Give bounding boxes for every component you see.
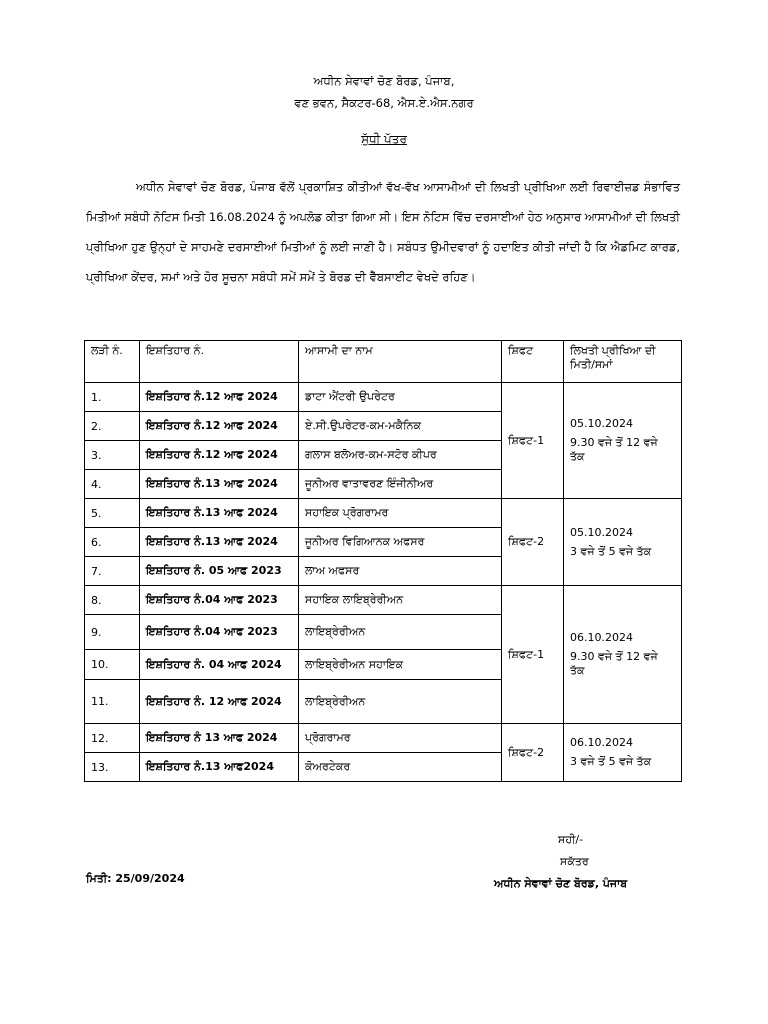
shift-cell: ਸ਼ਿਫਟ-2 <box>502 724 564 782</box>
serial-cell: 8. <box>85 586 140 615</box>
post-cell: ਕੋਅਰਟੇਕਰ <box>299 753 502 782</box>
signature-block <box>494 829 674 895</box>
advertisement-cell: ਇਸ਼ਤਿਹਾਰ ਨੰ.13 ਆਫ 2024 <box>140 470 299 499</box>
advertisement-cell: ਇਸ਼ਤਿਹਾਰ ਨੰ.12 ਆਫ 2024 <box>140 412 299 441</box>
exam-datetime-cell <box>564 586 682 724</box>
advertisement-cell: ਇਸ਼ਤਿਹਾਰ ਨੰ.13 ਆਫ2024 <box>140 753 299 782</box>
exam-time: 3 ਵਜੇ ਤੋਂ 5 ਵਜੇ ਤੱਕ <box>570 755 652 768</box>
serial-cell: 6. <box>85 528 140 557</box>
serial-cell: 7. <box>85 557 140 586</box>
exam-time: 9.30 ਵਜੇ ਤੋਂ 12 ਵਜੇ ਤੱਕ <box>570 650 658 677</box>
advertisement-cell: ਇਸ਼ਤਿਹਾਰ ਨੰ. 04 ਆਫ 2024 <box>140 650 299 680</box>
header-line-1: ਅਧੀਨ ਸੇਵਾਵਾਂ ਚੋਣ ਬੋਰਡ, ਪੰਜਾਬ, <box>313 74 455 88</box>
exam-datetime-cell <box>564 724 682 782</box>
advertisement-cell: ਇਸ਼ਤਿਹਾਰ ਨੰ.04 ਆਫ 2023 <box>140 615 299 650</box>
header-advertisement: ਇਸ਼ਤਿਹਾਰ ਨੰ. <box>140 341 299 383</box>
advertisement-cell: ਇਸ਼ਤਿਹਾਰ ਨੰ 13 ਆਫ 2024 <box>140 724 299 753</box>
serial-cell: 2. <box>85 412 140 441</box>
post-cell: ਡਾਟਾ ਐਂਟਰੀ ਉਪਰੇਟਰ <box>299 383 502 412</box>
exam-time: 3 ਵਜੇ ਤੋਂ 5 ਵਜੇ ਤੱਕ <box>570 544 652 558</box>
exam-date: 06.10.2024 <box>570 736 633 749</box>
advertisement-cell: ਇਸ਼ਤਿਹਾਰ ਨੰ. 12 ਆਫ 2024 <box>140 680 299 724</box>
serial-cell: 1. <box>85 383 140 412</box>
shift-cell: ਸ਼ਿਫਟ-2 <box>502 499 564 586</box>
header-serial: ਲੜੀ ਨੰ. <box>85 341 140 383</box>
shift-cell: ਸ਼ਿਫਟ-1 <box>502 383 564 499</box>
exam-date: 05.10.2024 <box>570 417 633 430</box>
issue-date: ਮਿਤੀ: 25/09/2024 <box>86 872 185 885</box>
table-row <box>85 499 682 528</box>
organization-name: ਅਧੀਨ ਸੇਵਾਵਾਂ ਚੋਣ ਬੋਰਡ, ਪੰਜਾਬ <box>494 877 628 890</box>
post-cell: ਲਾਇਬ੍ਰੇਰੀਅਨ <box>299 680 502 724</box>
exam-datetime-cell <box>564 383 682 499</box>
table-row <box>85 586 682 615</box>
exam-date: 06.10.2024 <box>570 631 633 644</box>
document-header <box>0 70 768 114</box>
table-header-row <box>85 341 682 383</box>
post-cell: ਗਲਾਸ ਬਲੋਅਰ-ਕਮ-ਸਟੋਰ ਕੀਪਰ <box>299 441 502 470</box>
post-cell: ਏ.ਸੀ.ਉਪਰੇਟਰ-ਕਮ-ਮਕੈਨਿਕ <box>299 412 502 441</box>
exam-time: 9.30 ਵਜੇ ਤੋਂ 12 ਵਜੇ ਤੱਕ <box>570 436 658 463</box>
serial-cell: 3. <box>85 441 140 470</box>
exam-schedule-table <box>84 340 682 782</box>
serial-cell: 10. <box>85 650 140 680</box>
serial-cell: 11. <box>85 680 140 724</box>
serial-cell: 9. <box>85 615 140 650</box>
post-cell: ਲਾਅ ਅਫਸਰ <box>299 557 502 586</box>
post-cell: ਲਾਇਬ੍ਰੇਰੀਅਨ <box>299 615 502 650</box>
serial-cell: 12. <box>85 724 140 753</box>
advertisement-cell: ਇਸ਼ਤਿਹਾਰ ਨੰ.04 ਆਫ 2023 <box>140 586 299 615</box>
exam-datetime-cell <box>564 499 682 586</box>
advertisement-cell: ਇਸ਼ਤਿਹਾਰ ਨੰ.12 ਆਫ 2024 <box>140 441 299 470</box>
post-cell: ਸਹਾਇਕ ਲਾਇਬ੍ਰੇਰੀਅਨ <box>299 586 502 615</box>
advertisement-cell: ਇਸ਼ਤਿਹਾਰ ਨੰ.13 ਆਫ 2024 <box>140 499 299 528</box>
post-cell: ਸਹਾਇਕ ਪ੍ਰੋਗਰਾਮਰ <box>299 499 502 528</box>
title-text: ਸੁੱਧੀ ਪੱਤਰ <box>361 132 407 146</box>
header-shift: ਸ਼ਿਫਟ <box>502 341 564 383</box>
exam-date: 05.10.2024 <box>570 525 633 539</box>
table-row <box>85 383 682 412</box>
advertisement-cell: ਇਸ਼ਤਿਹਾਰ ਨੰ. 05 ਆਫ 2023 <box>140 557 299 586</box>
header-post-name: ਆਸਾਮੀ ਦਾ ਨਾਮ <box>299 341 502 383</box>
serial-cell: 4. <box>85 470 140 499</box>
serial-cell: 5. <box>85 499 140 528</box>
header-exam-date: ਲਿਖਤੀ ਪ੍ਰੀਖਿਆ ਦੀ ਮਿਤੀ/ਸਮਾਂ <box>564 341 682 383</box>
shift-cell: ਸ਼ਿਫਟ-1 <box>502 586 564 724</box>
post-cell: ਲਾਇਬ੍ਰੇਰੀਅਨ ਸਹਾਇਕ <box>299 650 502 680</box>
table-row <box>85 724 682 753</box>
designation: ਸਕੱਤਰ <box>560 855 589 868</box>
post-cell: ਜੂਨੀਅਰ ਵਾਤਾਵਰਣ ਇੰਜੀਨੀਅਰ <box>299 470 502 499</box>
post-cell: ਜੂਨੀਅਰ ਵਿਗਿਆਨਕ ਅਫਸਰ <box>299 528 502 557</box>
serial-cell: 13. <box>85 753 140 782</box>
document-title <box>0 132 768 147</box>
signed-mark: ਸਹੀ/- <box>558 833 584 846</box>
advertisement-cell: ਇਸ਼ਤਿਹਾਰ ਨੰ.13 ਆਫ 2024 <box>140 528 299 557</box>
post-cell: ਪ੍ਰੋਗਰਾਮਰ <box>299 724 502 753</box>
advertisement-cell: ਇਸ਼ਤਿਹਾਰ ਨੰ.12 ਆਫ 2024 <box>140 383 299 412</box>
notice-paragraph: ਅਧੀਨ ਸੇਵਾਵਾਂ ਚੋਣ ਬੋਰਡ, ਪੰਜਾਬ ਵੱਲੋਂ ਪ੍ਰਕਾਸ਼ਿਤ ਕੀਤੀਆਂ ਵੱਖ-ਵੱਖ ਆਸਾਮੀਆਂ ਦੀ ਲਿਖਤੀ ਪ੍ਰੀਖਿਆ ਲਈ ਰਿਵਾਈਜ਼ਡ ਸੰਭਾਵਿਤ ਮਿਤੀਆਂ ਸਬੰਧੀ ਨੋਟਿਸ ਮਿਤੀ 16.08.2024 ਨੂੰ ਅਪਲੋਡ ਕੀਤਾ ਗਿਆ ਸੀ। ਇਸ ਨੋਟਿਸ ਵਿੱਚ ਦਰਸਾਈਆਂ ਹੇਠ ਅਨੁਸਾਰ ਆਸਾਮੀਆਂ ਦੀ ਲਿਖਤੀ ਪ੍ਰੀਖਿਆ ਹੁਣ ਉਨ੍ਹਾਂ ਦੇ ਸਾਹਮਣੇ ਦਰਸਾਈਆਂ ਮਿਤੀਆਂ ਨੂੰ ਲਈ ਜਾਣੀ ਹੈ। ਸਬੰਧਤ ਉਮੀਦਵਾਰਾਂ ਨੂੰ ਹਦਾਇਤ ਕੀਤੀ ਜਾਂਦੀ ਹੈ ਕਿ ਐਡਮਿਟ ਕਾਰਡ, ਪ੍ਰੀਖਿਆ ਕੇਂਦਰ, ਸਮਾਂ ਅਤੇ ਹੋਰ ਸੂਚਨਾ ਸਬੰਧੀ ਸਮੇਂ ਸਮੇਂ ਤੇ ਬੋਰਡ ਦੀ ਵੈੱਬਸਾਈਟ ਵੇਖਦੇ ਰਹਿਣ। <box>86 180 680 284</box>
header-line-2: ਵਣ ਭਵਨ, ਸੈਕਟਰ-68, ਐਸ.ਏ.ਐਸ.ਨਗਰ <box>294 96 474 110</box>
